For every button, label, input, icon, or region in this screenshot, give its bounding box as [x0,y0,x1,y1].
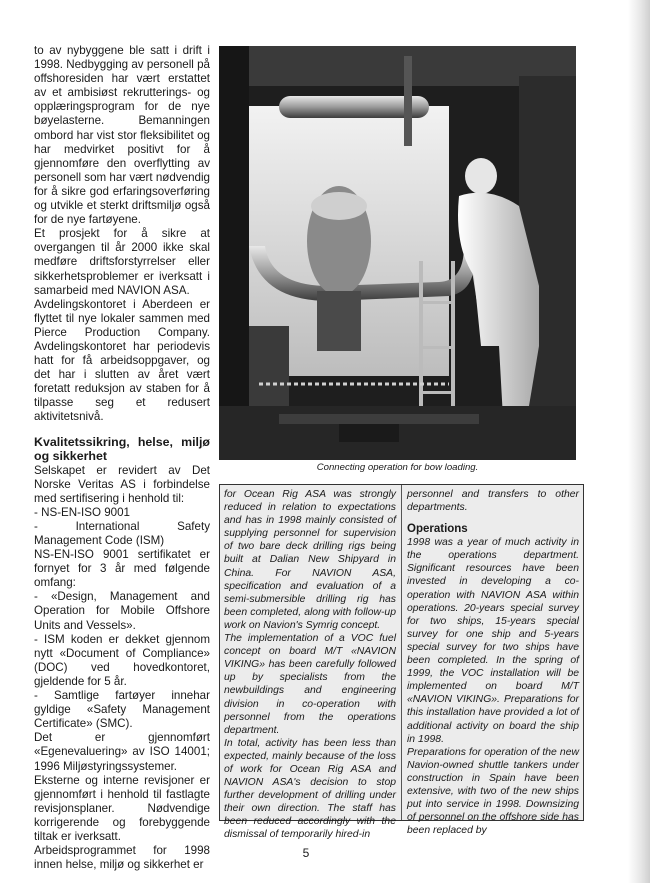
qa-line: - «Design, Management and Operation for Mobile Offshore Units and Vessels». [34,590,210,632]
english-column-2 [407,488,579,837]
qa-line: Arbeidsprogrammet for 1998 innen helse, miljø og sikkerhet er [34,844,210,872]
operations-heading: Operations [407,523,468,536]
english-paragraph: In total, activity has been less than expected, mainly because of the loss of work for Ocean Rig ASA and NAVION ASA's decision to stop further development of drilling under their own direction. The staff has been reduced accordingly with the dismissal of temporarily hired-in [224,737,396,841]
english-paragraph: 1998 was a year of much activity in the operations department. Significant resources have been invested in developing a co-operation with NAVION ASA within operations. 20-years special survey for two ships, 15-years special survey for one ship and 5-years special survey for two ships have been completed. In the spring of 1999, the VOC installation will be implemented on board M/T «NAVION VIKING». Preparations for this installation have provided a lot of additional activity on board the ship in 1998. [407,537,579,745]
qa-line: NS-EN-ISO 9001 sertifikatet er fornyet for 3 år med følgende omfang: [34,548,210,590]
english-paragraph: The implementation of a VOC fuel concept on board M/T «NAVION VIKING» has been carefully followed up by specialists from the newbuildings and engineering division in co-operation with personnel from the operations department. [224,633,396,736]
qa-line: - NS-EN-ISO 9001 [34,505,130,519]
norwegian-text-column [34,44,210,872]
qa-line: Eksterne og interne revisjoner er gjennomført i henhold til fastlagte revisjonsplaner. Nødvendige korrigerende og forebyggende tiltak er iverksatt. [34,773,210,843]
english-summary-box [219,484,584,841]
intro-paragraph: to av nybyggene ble satt i drift i 1998. Nedbygging av personell på offshoresiden har vært erstattet av et ambisiøst rekrutterings- og opplæringsprogram for de nye bøyelasterne. Bemanningen ombord har vist stor fleksibilitet og har medvirket positivt for å gjennomføre den overflytting av personell som har vært nødvendig for å sikre god erfaringsoverføring og utvikle et sterkt driftsmiljø også for de nye fartøyene. [34,44,210,227]
project-paragraph: Et prosjekt for å sikre at overgangen til år 2000 ikke skal medføre driftsforstyrrelser eller sikkerhetsproblemer er iverksatt i samarbeid med NAVION ASA. [34,227,210,297]
qa-line: - Samtlige fartøyer innehar gyldige «Safety Management Certificate» (SMC). [34,689,210,731]
qa-line: - International Safety Management Code (ISM) [34,519,210,547]
section-heading: Kvalitetssikring, helse, miljø og sikkerhet [34,434,210,464]
qa-line: - ISM koden er dekket gjennom nytt «Document of Compliance» (DOC) ved hovedkontoret, gjeldende for 5 år. [34,632,210,688]
photo-illustration [219,46,576,460]
qa-line: Selskapet er revidert av Det Norske Veritas AS i forbindelse med sertifisering i henhold til: [34,463,210,505]
aberdeen-paragraph: Avdelingskontoret i Aberdeen er flyttet til nye lokaler sammen med Pierce Production Company. Avdelingskontoret har periodevis hatt for få arbeidsoppgaver, og det har i slutten av året vært foretatt reduksjon av staben for å tilpasse seg et redusert aktivitetsnivå. [34,297,210,424]
column-divider [401,485,402,820]
page-number: 5 [302,846,310,860]
photo-caption: Connecting operation for bow loading. [316,462,479,473]
english-paragraph: for Ocean Rig ASA was strongly reduced in relation to expectations and has in 1998 mainly consisted of supplying personnel for supervision of two bare deck drilling rigs being built at Dalian New Shipyard in China. For NAVION ASA, specification and evaluation of a semi-submersible drilling rig has been completed, along with follow-up work on Navion's Symrig concept. [224,489,396,631]
english-paragraph: Preparations for operation of the new Navion-owned shuttle tankers under construction in Spain have been extensive, with two of the new ships put into service in 1998. Downsizing of personnel on the offshore side has been replaced by [407,746,579,837]
qa-line: Det er gjennomført «Egenevaluering» av ISO 14001; 1996 Miljøstyringssystemer. [34,731,210,773]
english-paragraph: personnel and transfers to other departments. [407,489,579,514]
bow-loading-photo [219,46,576,460]
english-column-1 [224,488,396,842]
page-edge-shadow [628,0,650,883]
